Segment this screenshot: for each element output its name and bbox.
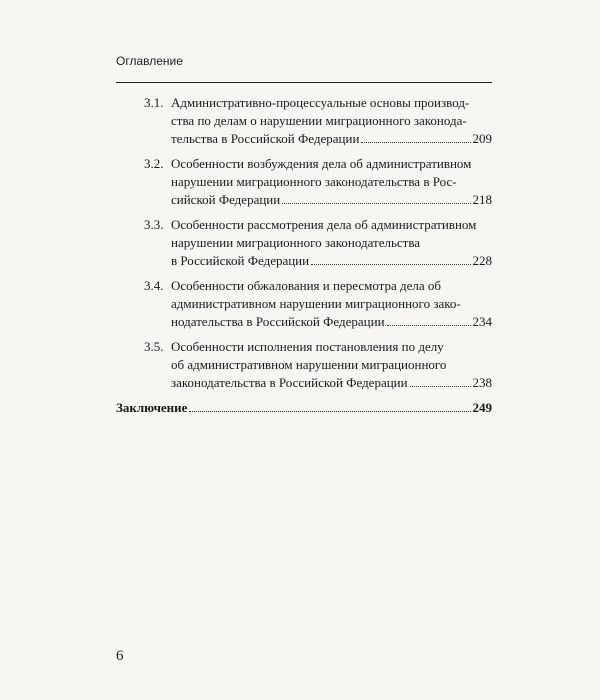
- dot-leader: [282, 203, 470, 204]
- page-ref: 228: [472, 253, 492, 268]
- entry-line: законодательства в Российской Федерации: [171, 375, 408, 390]
- toc-entry-3-4: [116, 277, 492, 331]
- entry-last-line: [171, 374, 492, 392]
- page-ref: 218: [472, 192, 492, 207]
- page-ref: 249: [472, 400, 492, 415]
- section-number: 3.1.: [144, 95, 164, 110]
- entry-line: сийской Федерации: [171, 192, 281, 207]
- page-ref: 209: [472, 131, 492, 146]
- dot-leader: [387, 325, 471, 326]
- table-of-contents: [116, 94, 492, 417]
- toc-entry-3-5: [116, 338, 492, 392]
- conclusion-label: Заключение: [116, 400, 188, 415]
- section-number: 3.5.: [144, 339, 164, 354]
- running-head: Оглавление: [116, 54, 183, 68]
- page-number: 6: [116, 648, 124, 664]
- toc-entry-3-1: [116, 94, 492, 148]
- entry-line: тельства в Российской Федерации: [171, 131, 360, 146]
- entry-last-line: [171, 191, 492, 209]
- entry-line: Особенности рассмотрения дела об административном: [171, 217, 477, 232]
- entry-line: Особенности обжалования и пересмотра дела об: [171, 278, 442, 293]
- header-rule: [116, 82, 492, 83]
- section-number: 3.4.: [144, 278, 164, 293]
- toc-entry-3-2: [116, 155, 492, 209]
- entry-line: Административно-процессуальные основы производ-: [171, 95, 470, 110]
- dot-leader: [189, 411, 470, 412]
- entry-last-line: [171, 252, 492, 270]
- entry-line: административном нарушении миграционного зако-: [171, 296, 461, 311]
- entry-line: в Российской Федерации: [171, 253, 310, 268]
- entry-last-line: [171, 130, 492, 148]
- page-ref: 234: [472, 314, 492, 329]
- dot-leader: [410, 386, 471, 387]
- toc-entry-conclusion: [116, 399, 492, 417]
- entry-line: Особенности исполнения постановления по делу: [171, 339, 444, 354]
- entry-line: об административном нарушении миграционного: [171, 357, 447, 372]
- entry-line: Особенности возбуждения дела об административном: [171, 156, 472, 171]
- section-number: 3.2.: [144, 156, 164, 171]
- entry-line: нарушении миграционного законодательства: [171, 235, 421, 250]
- dot-leader: [311, 264, 470, 265]
- toc-entry-3-3: [116, 216, 492, 270]
- entry-line: нодательства в Российской Федерации: [171, 314, 385, 329]
- entry-line: нарушении миграционного законодательства в Рос-: [171, 174, 457, 189]
- page-ref: 238: [472, 375, 492, 390]
- dot-leader: [361, 142, 470, 143]
- entry-last-line: [171, 313, 492, 331]
- entry-line: ства по делам о нарушении миграционного законода-: [171, 113, 467, 128]
- section-number: 3.3.: [144, 217, 164, 232]
